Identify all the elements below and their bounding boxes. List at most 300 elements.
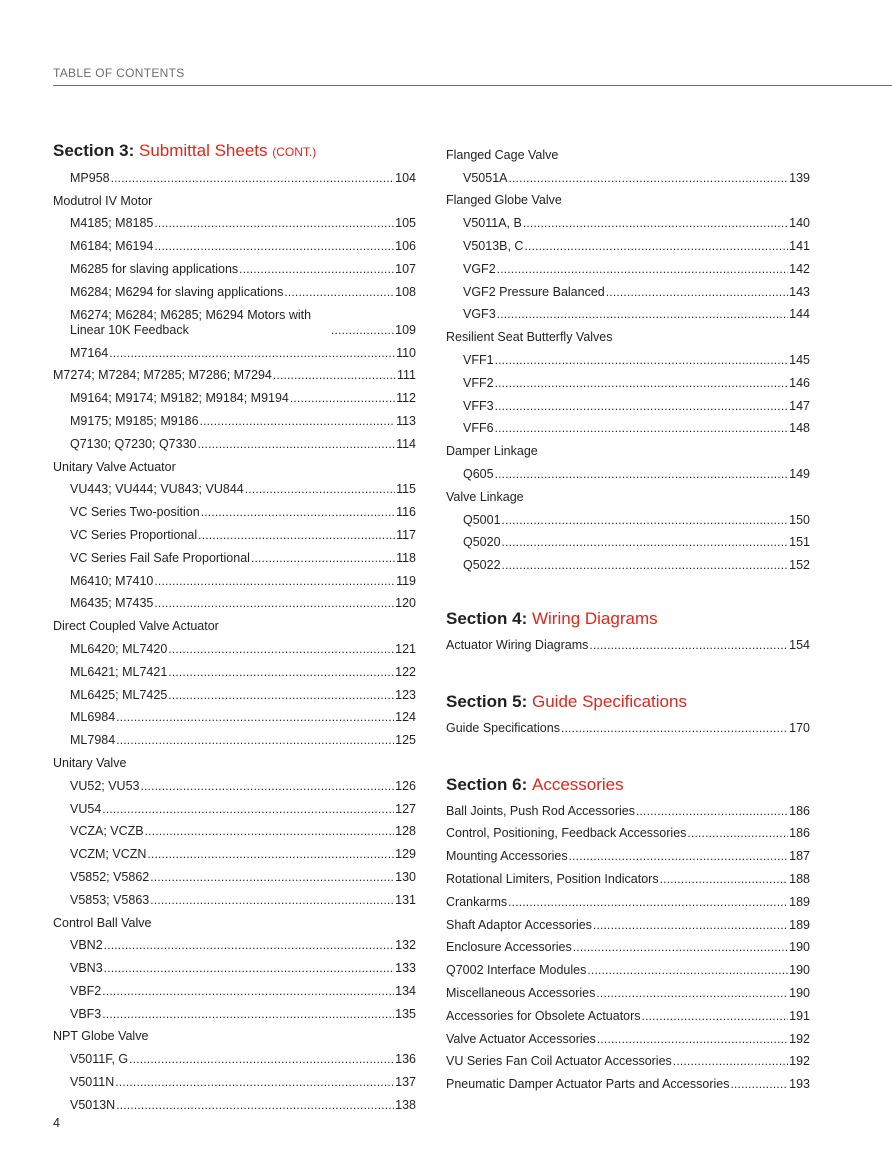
dot-leader [502, 535, 789, 550]
toc-entry-page: 154 [789, 637, 810, 652]
toc-entry [446, 796, 810, 819]
toc-entry [53, 543, 416, 566]
toc-entry-page: 190 [789, 985, 810, 1000]
section-5-entries [446, 713, 810, 736]
section-5-name: Guide Specifications [531, 691, 687, 711]
toc-category [446, 140, 810, 163]
dot-leader [115, 1075, 394, 1090]
toc-entry-page: 189 [789, 917, 810, 932]
toc-entry [53, 1067, 416, 1090]
dot-leader [150, 893, 394, 908]
toc-category [53, 1022, 416, 1045]
toc-entry-page: 104 [395, 170, 416, 185]
toc-entry [446, 277, 810, 300]
toc-entry-page: 125 [395, 733, 416, 748]
dot-leader [502, 558, 789, 573]
dot-leader [589, 638, 788, 653]
toc-category [446, 436, 810, 459]
toc-entry-page: 136 [395, 1052, 416, 1067]
toc-entry-label: Miscellaneous Accessories [446, 985, 596, 1000]
dot-leader [147, 847, 394, 862]
section-5-prefix: Section 5: [446, 691, 528, 711]
dot-leader [154, 574, 395, 589]
toc-entry [446, 1069, 810, 1092]
dot-leader [200, 414, 396, 429]
toc-entry-page: 186 [789, 826, 810, 841]
toc-entry [53, 771, 416, 794]
toc-entry-label: VFF2 [463, 375, 494, 390]
toc-entry-label: Control, Positioning, Feedback Accessories [446, 826, 687, 841]
toc-entry-page: 190 [789, 963, 810, 978]
toc-entry-label: MP958 [70, 170, 110, 185]
dot-leader [109, 346, 395, 361]
toc-entry-page: 191 [789, 1008, 810, 1023]
section-3-title [53, 140, 416, 163]
toc-entry [446, 630, 810, 653]
toc-entry-label: Q7130; Q7230; Q7330 [70, 436, 197, 451]
toc-entry-page: 133 [395, 961, 416, 976]
dot-leader [508, 171, 788, 186]
toc-entry-page: 127 [395, 801, 416, 816]
toc-entry-page: 115 [396, 482, 416, 497]
toc-entry [53, 817, 416, 840]
dot-leader [104, 961, 394, 976]
toc-entry-page: 129 [395, 847, 416, 862]
toc-entry-page: 121 [395, 641, 416, 656]
section-3-name: Submittal Sheets [138, 141, 268, 160]
toc-entry-label: M6410; M7410 [70, 573, 154, 588]
toc-entry [53, 566, 416, 589]
dot-leader [593, 918, 788, 933]
dot-leader [497, 262, 788, 277]
toc-entry [446, 505, 810, 528]
dot-leader [569, 849, 789, 864]
dot-leader [523, 216, 788, 231]
dot-leader [642, 1009, 789, 1024]
toc-entry-label: Rotational Limiters, Position Indicators [446, 871, 659, 886]
toc-entry [53, 361, 416, 384]
toc-entry-label: VCZA; VCZB [70, 824, 144, 839]
toc-entry-label: Q5001 [463, 512, 501, 527]
dot-leader [495, 421, 789, 436]
toc-entry-label: ML7984 [70, 733, 116, 748]
section-6-title [446, 774, 810, 796]
toc-entry-label: VFF3 [463, 398, 494, 413]
toc-entry-page: 151 [789, 535, 810, 550]
dot-leader [508, 895, 788, 910]
toc-entry-page: 148 [789, 421, 810, 436]
dot-leader [606, 285, 788, 300]
section-5-title [446, 691, 810, 713]
dot-leader [104, 938, 394, 953]
toc-entry [446, 459, 810, 482]
dot-leader [102, 1007, 394, 1022]
toc-entry [53, 338, 416, 361]
dot-leader [730, 1077, 788, 1092]
toc-entry-page: 187 [789, 849, 810, 864]
toc-entry-page: 147 [789, 398, 810, 413]
toc-entry-label: VCZM; VCZN [70, 847, 147, 862]
toc-entry-label: ML6984 [70, 710, 116, 725]
toc-entry-label: Enclosure Accessories [446, 940, 572, 955]
dot-leader [495, 376, 789, 391]
toc-entry [446, 955, 810, 978]
toc-entry-label: Accessories for Obsolete Actuators [446, 1008, 641, 1023]
toc-entry-label: ML6425; ML7425 [70, 687, 168, 702]
toc-entry-page: 186 [789, 803, 810, 818]
toc-entry-label: Crankarms [446, 894, 508, 909]
toc-entry [53, 497, 416, 520]
section-gap [446, 573, 810, 608]
toc-entry-label: VFF1 [463, 352, 494, 367]
dot-leader [597, 1032, 788, 1047]
dot-leader [251, 551, 395, 566]
toc-entry-page: 117 [396, 527, 416, 542]
section-6-prefix: Section 6: [446, 774, 528, 794]
toc-entry [53, 725, 416, 748]
toc-entry-label: ML6421; ML7421 [70, 664, 168, 679]
toc-entry-label: Control Ball Valve [53, 915, 152, 930]
section-3-suffix: (CONT.) [272, 145, 317, 159]
toc-entry [53, 1090, 416, 1113]
toc-entry-page: 118 [396, 550, 416, 565]
toc-entry-label: V5011N [70, 1075, 115, 1090]
toc-entry-page: 192 [789, 1054, 810, 1069]
toc-entry-page: 114 [396, 436, 416, 451]
dot-leader [495, 467, 789, 482]
dot-leader [497, 307, 788, 322]
toc-entry-label: V5013B, C [463, 238, 524, 253]
toc-entry-page: 139 [789, 170, 810, 185]
toc-entry [53, 520, 416, 543]
dot-leader [596, 986, 788, 1001]
toc-entry-label: M9164; M9174; M9182; M9184; M9194 [70, 391, 289, 406]
toc-entry-label: Q605 [463, 466, 494, 481]
dot-leader [524, 239, 788, 254]
toc-entry-page: 120 [395, 596, 416, 611]
toc-entry-page: 105 [395, 216, 416, 231]
dot-leader [116, 1098, 394, 1113]
toc-entry-label: VU54 [70, 801, 102, 816]
toc-entry [446, 1047, 810, 1070]
toc-entry-page: 124 [395, 710, 416, 725]
toc-entry-label: VC Series Two-position [70, 505, 200, 520]
toc-entry [446, 368, 810, 391]
toc-entry [53, 999, 416, 1022]
header-rule [53, 85, 892, 86]
toc-entry [446, 1024, 810, 1047]
dot-leader [660, 872, 789, 887]
toc-entry-page: 192 [789, 1031, 810, 1046]
toc-entry-label: VBN3 [70, 961, 103, 976]
toc-entry [446, 528, 810, 551]
dot-leader [150, 870, 394, 885]
toc-entry [53, 277, 416, 300]
toc-entry-page: 138 [395, 1097, 416, 1112]
toc-entry [53, 163, 416, 186]
toc-entry [53, 680, 416, 703]
dot-leader [111, 171, 395, 186]
toc-entry-label: M7164 [70, 345, 109, 360]
toc-entry-label: NPT Globe Valve [53, 1029, 149, 1044]
dot-leader [201, 505, 395, 520]
toc-entry [446, 713, 810, 736]
dot-leader [495, 399, 789, 414]
toc-entry-label: VU52; VU53 [70, 778, 140, 793]
toc-entry-page: 141 [789, 238, 810, 253]
toc-entry [53, 300, 416, 338]
toc-entry-label: V5011A, B [463, 216, 522, 231]
dot-leader [102, 802, 394, 817]
toc-entry-label: VGF2 Pressure Balanced [463, 284, 605, 299]
toc-entry-label: VU Series Fan Coil Actuator Accessories [446, 1054, 672, 1069]
dot-leader [154, 239, 394, 254]
toc-entry [53, 254, 416, 277]
toc-entry-page: 111 [396, 368, 416, 383]
toc-entry [53, 231, 416, 254]
toc-entry [446, 910, 810, 933]
toc-entry [53, 839, 416, 862]
toc-entry-label: Flanged Globe Valve [446, 193, 562, 208]
dot-leader [116, 733, 394, 748]
toc-entry-label: M6284; M6294 for slaving applications [70, 284, 284, 299]
toc-entry-label: M4185; M8185 [70, 216, 154, 231]
toc-entry-label: Flanged Cage Valve [446, 147, 559, 162]
toc-entry [53, 862, 416, 885]
toc-entry-label: V5011F, G [70, 1052, 129, 1067]
toc-entry [446, 391, 810, 414]
toc-category [53, 186, 416, 209]
toc-entry-label: VGF3 [463, 307, 496, 322]
toc-entry-label: VC Series Proportional [70, 527, 198, 542]
section-gap [446, 736, 810, 774]
section-4-name: Wiring Diagrams [531, 609, 658, 629]
toc-entry-label: VC Series Fail Safe Proportional [70, 550, 250, 565]
toc-entry-label: Q5022 [463, 558, 501, 573]
toc-entry-page: 135 [395, 1006, 416, 1021]
dot-leader [116, 710, 394, 725]
toc-entry [53, 794, 416, 817]
toc-entry-label: VBF3 [70, 1006, 102, 1021]
toc-entry-page: 107 [395, 261, 416, 276]
toc-entry-page: 137 [395, 1075, 416, 1090]
toc-entry-page: 131 [395, 892, 416, 907]
toc-entry-label: M6285 for slaving applications [70, 261, 239, 276]
section-4-title [446, 608, 810, 630]
toc-entry-page: 150 [789, 512, 810, 527]
toc-entry-label: VFF6 [463, 421, 494, 436]
toc-entry-page: 123 [395, 687, 416, 702]
toc-entry [53, 209, 416, 232]
toc-entry-label: Resilient Seat Butterfly Valves [446, 330, 613, 345]
toc-entry [53, 953, 416, 976]
dot-leader [168, 688, 394, 703]
toc-entry [53, 976, 416, 999]
toc-entry-page: 130 [395, 869, 416, 884]
dot-leader [636, 804, 788, 819]
dot-leader [573, 940, 788, 955]
toc-entry [446, 550, 810, 573]
dot-leader [140, 779, 394, 794]
toc-entry-label: VBF2 [70, 983, 102, 998]
toc-entry-page: 149 [789, 466, 810, 481]
dot-leader [197, 437, 395, 452]
toc-entry-label: Actuator Wiring Diagrams [446, 637, 589, 652]
dot-leader [129, 1052, 394, 1067]
toc-entry-label: Unitary Valve Actuator [53, 459, 176, 474]
toc-entry [53, 634, 416, 657]
toc-entry-label: Valve Linkage [446, 489, 524, 504]
section-3-continued-entries [446, 140, 810, 573]
dot-leader [154, 596, 394, 611]
dot-leader [502, 513, 789, 528]
toc-entry [446, 345, 810, 368]
toc-entry-page: 122 [395, 664, 416, 679]
toc-entry-label: Valve Actuator Accessories [446, 1031, 596, 1046]
toc-entry [446, 841, 810, 864]
toc-entry-label: V5051A [463, 170, 508, 185]
toc-entry-page: 110 [396, 345, 416, 360]
toc-entry-page: 109 [395, 322, 416, 337]
section-3-prefix: Section 3: [53, 141, 135, 160]
toc-entry-page: 144 [789, 307, 810, 322]
dot-leader [687, 826, 788, 841]
dot-leader [561, 721, 788, 736]
toc-entry [446, 933, 810, 956]
dot-leader [145, 824, 395, 839]
toc-entry-label: M7274; M7284; M7285; M7286; M7294 [53, 368, 272, 383]
section-6-entries [446, 796, 810, 1092]
section-6-name: Accessories [531, 774, 624, 794]
dot-leader [168, 665, 394, 680]
toc-entry-page: 189 [789, 894, 810, 909]
toc-entry-label: V5852; V5862 [70, 869, 150, 884]
toc-entry-label: VBN2 [70, 938, 103, 953]
page-number: 4 [53, 1116, 60, 1130]
toc-entry-label: V5013N [70, 1097, 116, 1112]
toc-entry-label: Ball Joints, Push Rod Accessories [446, 803, 635, 818]
toc-entry-label: M6435; M7435 [70, 596, 154, 611]
toc-entry-page: 142 [789, 261, 810, 276]
dot-leader [290, 391, 395, 406]
toc-entry [446, 819, 810, 842]
toc-entry [53, 475, 416, 498]
toc-entry-page: 190 [789, 940, 810, 955]
toc-entry-page: 188 [789, 871, 810, 886]
toc-entry [446, 887, 810, 910]
toc-entry-page: 108 [395, 284, 416, 299]
dot-leader [102, 984, 394, 999]
toc-entry-label: Unitary Valve [53, 755, 127, 770]
toc-entry-label: M9175; M9185; M9186 [70, 413, 199, 428]
toc-entry-page: 116 [396, 505, 416, 520]
toc-entry-label: Damper Linkage [446, 444, 538, 459]
toc-entry [53, 406, 416, 429]
dot-leader [673, 1054, 788, 1069]
toc-entry-page: 193 [789, 1077, 810, 1092]
section-4-prefix: Section 4: [446, 609, 528, 629]
toc-entry-page: 140 [789, 216, 810, 231]
toc-entry [53, 931, 416, 954]
dot-leader [168, 642, 394, 657]
toc-category [53, 908, 416, 931]
toc-entry [446, 208, 810, 231]
toc-entry-label: Mounting Accessories [446, 849, 568, 864]
toc-entry-label: VU443; VU444; VU843; VU844 [70, 482, 244, 497]
toc-entry [53, 1044, 416, 1067]
toc-entry [446, 864, 810, 887]
toc-category [53, 748, 416, 771]
toc-entry-label: ML6420; ML7420 [70, 641, 168, 656]
toc-category [53, 452, 416, 475]
dot-leader [331, 323, 394, 338]
toc-entry-page: 128 [395, 824, 416, 839]
toc-entry [446, 231, 810, 254]
toc-entry [53, 589, 416, 612]
toc-category [446, 186, 810, 209]
toc-entry-label: M6184; M6194 [70, 239, 154, 254]
toc-entry [446, 300, 810, 323]
toc-entry-label: Shaft Adaptor Accessories [446, 917, 592, 932]
toc-entry [446, 414, 810, 437]
toc-entry-label: VGF2 [463, 261, 496, 276]
toc-entry-label: Q7002 Interface Modules [446, 963, 587, 978]
toc-left-column [53, 140, 416, 1113]
toc-category [446, 322, 810, 345]
toc-entry [53, 703, 416, 726]
dot-leader [245, 482, 395, 497]
toc-entry-label: Modutrol IV Motor [53, 193, 153, 208]
toc-entry-label: Direct Coupled Valve Actuator [53, 619, 219, 634]
dot-leader [587, 963, 788, 978]
toc-entry [53, 383, 416, 406]
toc-entry-page: 113 [396, 413, 416, 428]
dot-leader [273, 368, 396, 383]
toc-category [53, 611, 416, 634]
toc-entry [446, 978, 810, 1001]
toc-entry-label: Pneumatic Damper Actuator Parts and Accessories [446, 1077, 730, 1092]
toc-entry [53, 429, 416, 452]
toc-entry-page: 132 [395, 938, 416, 953]
toc-entry-label: Guide Specifications [446, 720, 560, 735]
toc-entry-page: 112 [396, 391, 416, 406]
dot-leader [284, 285, 394, 300]
section-4-entries [446, 630, 810, 653]
toc-right-column [446, 140, 810, 1092]
toc-entry-label: V5853; V5863 [70, 892, 150, 907]
toc-entry-page: 119 [396, 573, 416, 588]
toc-entry [446, 254, 810, 277]
toc-entry-label: M6274; M6284; M6285; M6294 Motors with Linear 10K Feedback [70, 307, 312, 337]
dot-leader [239, 262, 394, 277]
toc-entry-page: 143 [789, 284, 810, 299]
toc-entry-page: 152 [789, 558, 810, 573]
toc-category [446, 482, 810, 505]
toc-entry-page: 106 [395, 239, 416, 254]
toc-entry-page: 146 [789, 375, 810, 390]
toc-entry [53, 885, 416, 908]
toc-entry [446, 1001, 810, 1024]
toc-entry-page: 145 [789, 352, 810, 367]
toc-entry-label: Q5020 [463, 535, 501, 550]
dot-leader [495, 353, 789, 368]
toc-entry [446, 163, 810, 186]
header-title: TABLE OF CONTENTS [53, 66, 185, 80]
dot-leader [198, 528, 395, 543]
dot-leader [154, 216, 394, 231]
toc-entry-page: 134 [395, 983, 416, 998]
section-gap [446, 653, 810, 691]
